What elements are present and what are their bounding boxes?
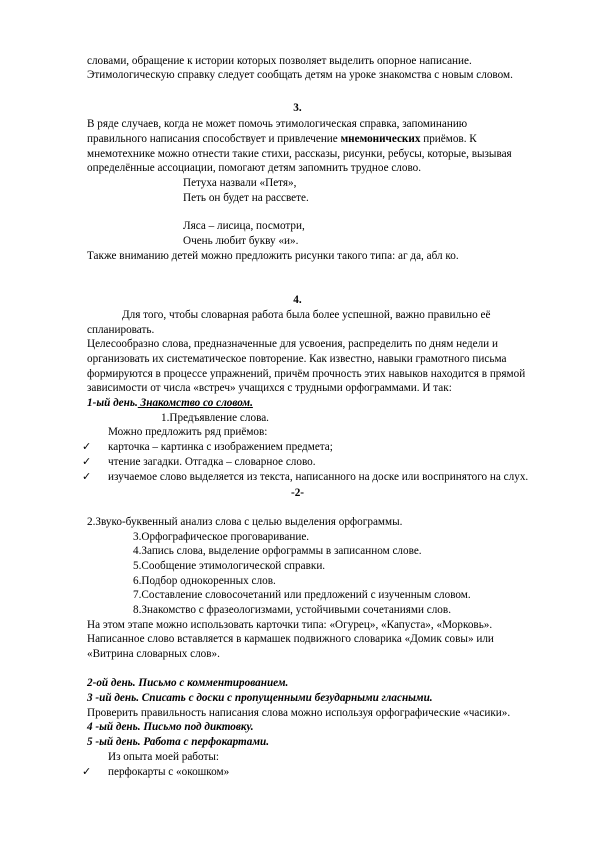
text-line: организовать их систематическое повторение. Как известно, навыки грамотного письма (87, 353, 507, 365)
numbered-item: 3.Орфографическое проговаривание. (133, 531, 310, 543)
text-line: Проверить правильность написания слова можно используя орфографические «часики». (87, 707, 511, 719)
text-line: зависимости от числа «встреч» учащихся с трудными орфограммами. И так: (87, 382, 452, 394)
text-line: спланировать. (87, 324, 155, 336)
text-line: Этимологическую справку следует сообщать детям на уроке знакомства с новым словом. (87, 69, 513, 81)
text-line: Из опыта моей работы: (108, 751, 219, 763)
text-line: формируются в процессе упражнений, причём прочность этих навыков находится в прямой (87, 368, 526, 380)
text-line: Можно предложить ряд приёмов: (108, 426, 268, 438)
numbered-item: 4.Запись слова, выделение орфограммы в записанном слове. (133, 545, 422, 557)
page-number: -2- (290, 487, 305, 499)
day-heading: 3 -ий день. Списать с доски с пропущенными безударными гласными. (87, 692, 433, 704)
text-line: «Витрина словарных слов». (87, 648, 220, 660)
text-fragment: приёмов. К (420, 133, 477, 145)
text-line: На этом этапе можно использовать карточки типа: «Огурец», «Капуста», «Морковь». (87, 619, 493, 631)
list-item: чтение загадки. Отгадка – словарное слово. (108, 456, 316, 468)
day-heading (87, 396, 253, 410)
list-item: изучаемое слово выделяется из текста, написанного на доске или воспринятого на слух. (108, 471, 529, 483)
text-line: В ряде случаев, когда не может помочь этимологическая справка, запоминанию (87, 118, 468, 130)
check-mark-icon: ✓ (82, 456, 92, 468)
poem-line: Ляса – лисица, посмотри, (183, 220, 305, 232)
poem-line: Петь он будет на рассвете. (183, 192, 309, 204)
text-line: Написанное слово вставляется в кармашек подвижного словарика «Домик совы» или (87, 633, 494, 645)
section-number: 4. (293, 294, 302, 306)
check-mark-icon: ✓ (82, 766, 92, 778)
day-task: Знакомство со словом. (137, 397, 253, 409)
poem-line: Петуха назвали «Петя», (183, 177, 297, 189)
bold-term: мнемонических (340, 133, 421, 145)
text-fragment: правильного написания способствует и привлечение (87, 133, 341, 145)
numbered-item: 6.Подбор однокоренных слов. (133, 575, 276, 587)
list-item: перфокарты с «окошком» (108, 766, 230, 778)
day-heading: 5 -ый день. Работа с перфокартами. (87, 736, 270, 748)
text-line: мнемотехнике можно отнести такие стихи, рассказы, рисунки, ребусы, которые, вызывая (87, 148, 512, 160)
check-mark-icon: ✓ (82, 441, 92, 453)
numbered-item: 8.Знакомство с фразеологизмами, устойчивыми сочетаниями слов. (133, 604, 451, 616)
list-item: карточка – картинка с изображением предмета; (108, 441, 333, 453)
text-line: словами, обращение к истории которых позволяет выделить опорное написание. (87, 55, 472, 67)
text-line: Также вниманию детей можно предложить рисунки такого типа: аг да, абл ко. (87, 250, 459, 262)
numbered-item: 1.Предъявление слова. (161, 412, 269, 424)
text-line: определённые ассоциации, помогают детям запомнить трудное слово. (87, 162, 422, 174)
section-number: 3. (293, 102, 302, 114)
day-heading: 4 -ый день. Письмо под диктовку. (87, 721, 254, 733)
numbered-item: 5.Сообщение этимологической справки. (133, 560, 326, 572)
day-heading: 2-ой день. Письмо с комментированием. (87, 677, 289, 689)
check-mark-icon: ✓ (82, 471, 92, 483)
poem-line: Очень любит букву «и». (183, 235, 299, 247)
numbered-item: 7.Составление словосочетаний или предложений с изученным словом. (133, 589, 471, 601)
text-line: Для того, чтобы словарная работа была более успешной, важно правильно её (122, 309, 491, 321)
numbered-item: 2.Звуко-буквенный анализ слова с целью выделения орфограммы. (87, 516, 403, 528)
text-line: Целесообразно слова, предназначенные для усвоения, распределить по дням недели и (87, 338, 498, 350)
day-label: 1-ый день. (87, 397, 138, 409)
text-line (87, 132, 477, 146)
